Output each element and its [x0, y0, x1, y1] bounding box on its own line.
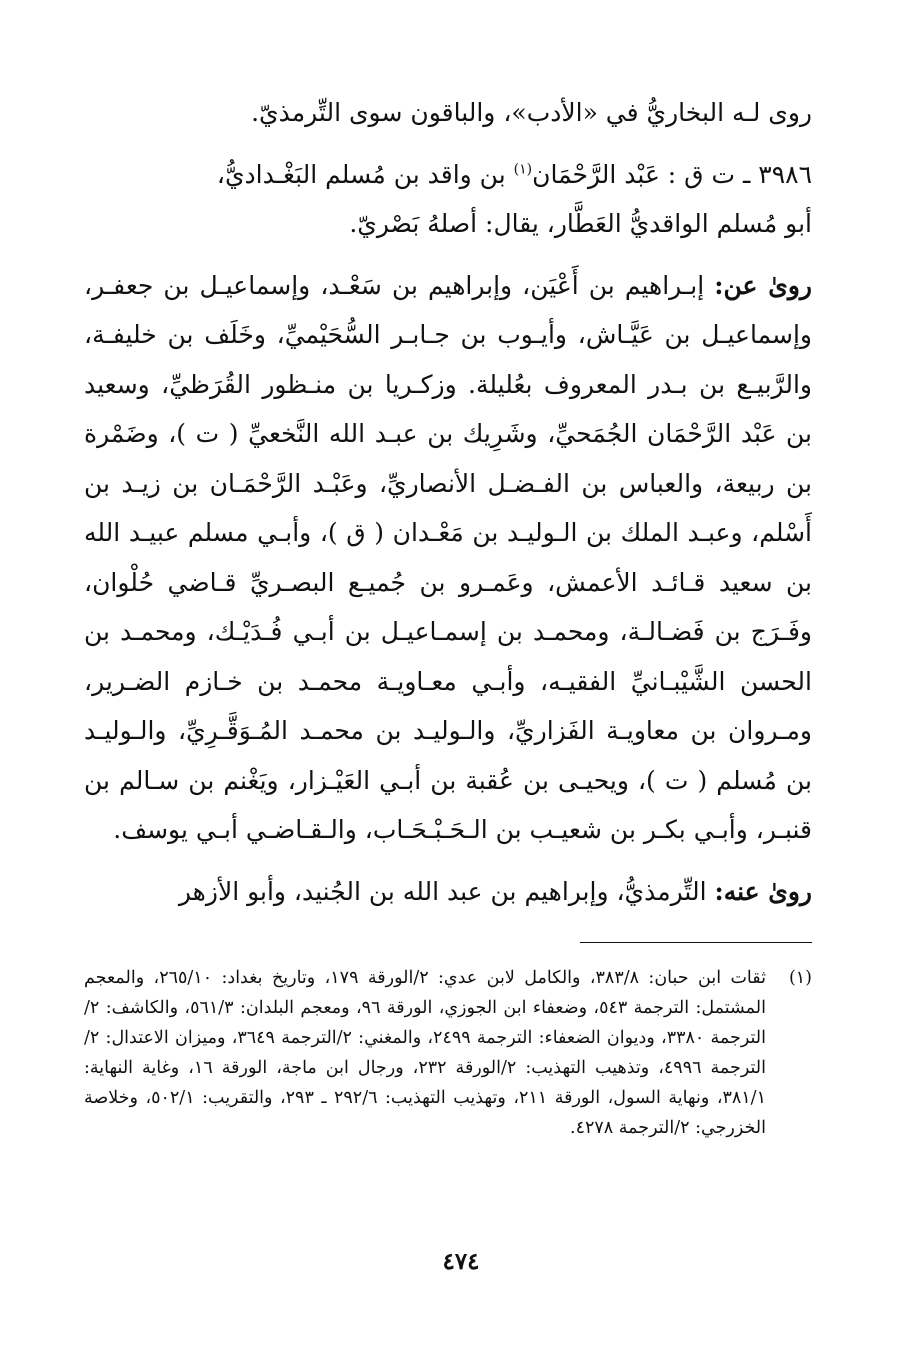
previous-entry-tail: روى لـه البخاريُّ في «الأدب»، والباقون سوى التِّرمذيّ.	[251, 98, 812, 127]
narrated-from-text: إبـراهيم بن أَعْيَن، وإبراهيم بن سَعْـد، وإسماعيـل بن جعفـر، وإسماعيـل بن عَيَّـاش، وأيـوب بن جـابـر السُّحَيْميِّ، وخَلَف بن خليفـة، والرَّبيـع بن بـدر المعروف بعُليلة. وزكـريا بن منـظور القُرَظيِّ، وسعيد بن عَبْد الرَّحْمَان الجُمَحيِّ، وشَرِيك بن عبـد الله النَّخعيِّ ( ت )، وضَمْرة بن ربيعة، والعباس بن الفـضـل الأنصاريِّ، وعَبْـد الرَّحْمَـان بن زيـد بن أَسْلم، وعبـد الملك بن الـوليـد بن مَعْـدان ( ق )، وأبـي مسلم عبيـد الله بن سعيد قـائـد الأعمش، وعَمـرو بن جُميـع البصـريِّ قـاضي حُلْوان، وفَـرَج بن فَضـالـة، ومحمـد بن إسمـاعيـل بن أبـي فُـدَيْـك، ومحمـد بن الحسن الشَّيْبـانيِّ الفقيـه، وأبـي معـاويـة محمـد بن خـازم الضـرير، ومـروان بن معاويـة الفَزاريِّ، والـوليـد بن محمـد المُـوَقَّـرِيِّ، والـوليـد بن مُسلم ( ت )، ويحيـى بن عُقبة بن أبـي العَيْـزار، ويَغْنم بن سـالم بن قنبـر، وأبـي بكـر بن شعيـب بن الـحَـبْـحَـاب، والـقـاضـي أبـي يوسف.	[84, 270, 812, 844]
entry-heading	[84, 150, 812, 200]
footnote-reference[interactable]: (١)	[513, 161, 533, 178]
footnote	[84, 963, 812, 1143]
footnote-divider	[580, 942, 812, 943]
footnotes-section	[84, 963, 812, 1143]
entry-heading-line1-end: بن واقد بن مُسلم البَغْـداديُّ،	[216, 159, 514, 189]
book-page	[84, 88, 812, 1143]
narrated-by-paragraph	[84, 867, 812, 917]
footnote-marker: (١)	[788, 968, 812, 988]
main-text	[84, 88, 812, 916]
entry-heading-line2: أبو مُسلم الواقديُّ العَطَّار، يقال: أصلهُ بَصْريّ.	[349, 209, 812, 238]
narrated-from-paragraph	[84, 261, 812, 855]
narrated-by-label: روىٰ عنه:	[714, 876, 812, 906]
footnote-text: ثقات ابن حبان: ٣٨٣/٨، والكامل لابن عدي: ٢/الورقة ١٧٩، وتاريخ بغداد: ٢٦٥/١٠، والمعجم المشتمل: الترجمة ٥٤٣، وضعفاء ابن الجوزي، الورقة ٩٦، ومعجم البلدان: ٥٦١/٣، والكاشف: ٢/الترجمة ٣٣٨٠، وديوان الضعفاء: الترجمة ٢٤٩٩، والمغني: ٢/الترجمة ٣٦٤٩، وميزان الاعتدال: ٢/الترجمة ٤٩٩٦، وتذهيب التهذيب: ٢/الورقة ٢٣٢، ورجال ابن ماجة، الورقة ١٦، وغاية النهاية: ٣٨١/١، ونهاية السول، الورقة ٢١١، وتهذيب التهذيب: ٢٩٢/٦ ـ ٢٩٣، والتقريب: ٥٠٢/١، وخلاصة الخزرجي: ٢/الترجمة ٤٢٧٨.	[84, 968, 766, 1138]
page-number: ٤٧٤	[442, 1248, 480, 1275]
entry-heading-line1-start: ٣٩٨٦ ـ ت ق : عَبْد الرَّحْمَان	[532, 159, 812, 189]
narrated-from-label: روىٰ عن:	[714, 270, 812, 300]
narrated-by-text: التِّرمذيُّ، وإبراهيم بن عبد الله بن الجُنيد، وأبو الأزهر	[178, 876, 715, 906]
